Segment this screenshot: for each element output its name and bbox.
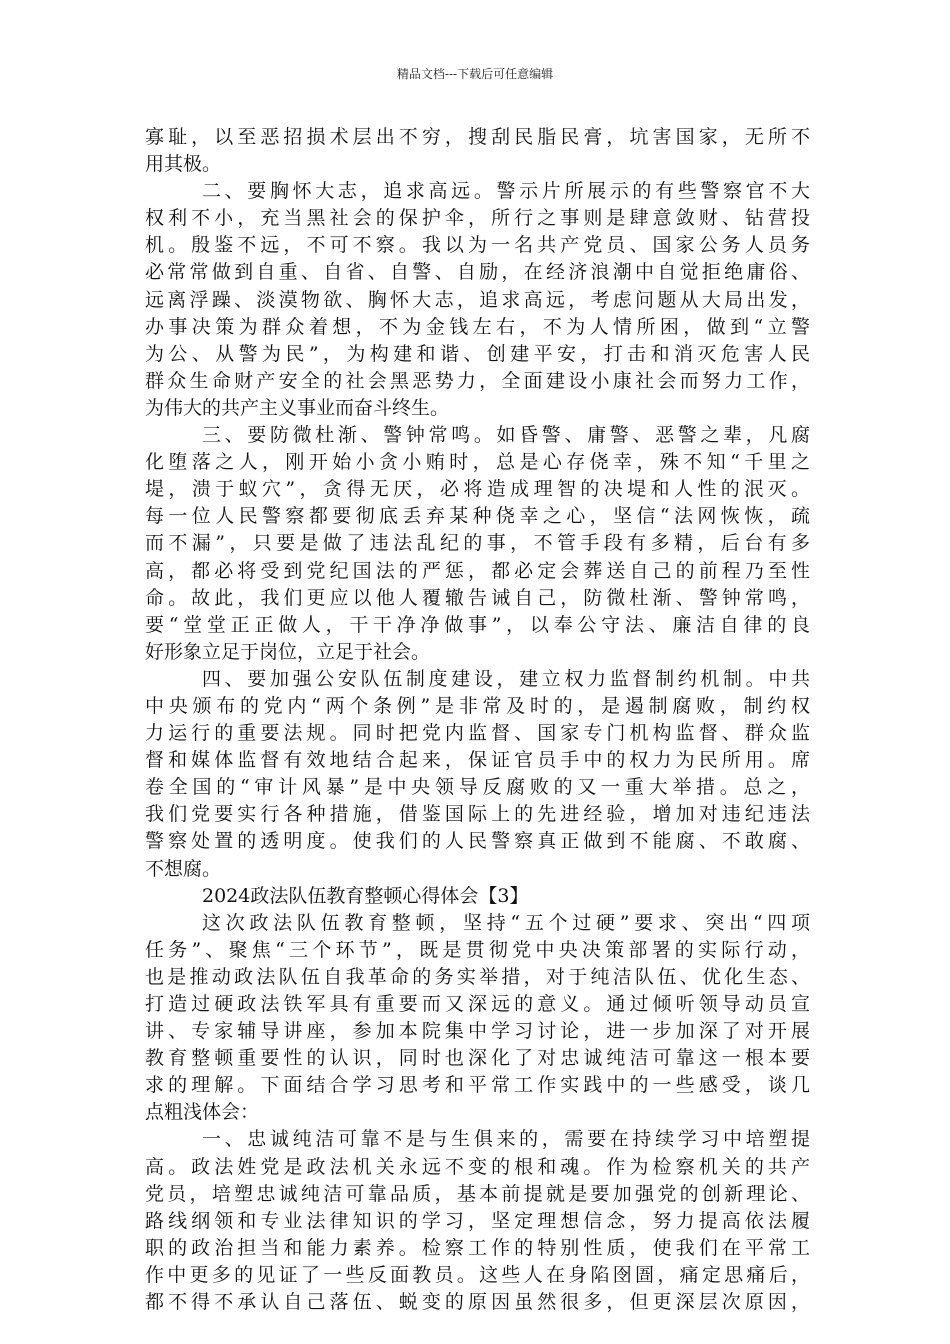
text-line: 中央颁布的党内“两个条例”是非常及时的，是遏制腐败，制约权 <box>145 694 810 717</box>
text-line: 要“堂堂正正做人，干干净净做事”，以奉公守法、廉洁自律的良 <box>145 613 810 636</box>
text-line: 讲、专家辅导讲座，参加本院集中学习讨论，进一步加深了对开展 <box>145 1020 810 1043</box>
text-line: 不想腐。 <box>145 857 222 880</box>
text-line: 高，都必将受到党纪国法的严惩，都必定会葬送自己的前程乃至性 <box>145 559 810 582</box>
text-line: 每一位人民警察都要彻底丢弃某种侥幸之心，坚信“法网恢恢，疏 <box>145 505 810 528</box>
text-line: 一、忠诚纯洁可靠不是与生俱来的，需要在持续学习中培塑提 <box>202 1128 810 1151</box>
document-body <box>145 124 810 1316</box>
text-line: 都不得不承认自己落伍、蜕变的原因虽然很多，但更深层次原因， <box>145 1291 810 1314</box>
text-line: 二、要胸怀大志，追求高远。警示片所展示的有些警察官不大 <box>202 180 810 203</box>
text-line: 三、要防微杜渐、警钟常鸣。如昏警、庸警、恶警之辈，凡腐 <box>202 424 810 447</box>
text-line: 我们党要实行各种措施，借鉴国际上的先进经验，增加对违纪违法 <box>145 803 810 826</box>
text-line: 四、要加强公安队伍制度建设，建立权力监督制约机制。中共 <box>202 667 810 690</box>
text-line: 化堕落之人，刚开始小贪小贿时，总是心存侥幸，殊不知“千里之 <box>145 451 810 474</box>
text-line: 求的理解。下面结合学习思考和平常工作实践中的一些感受，谈几 <box>145 1074 810 1097</box>
text-line: 路线纲领和专业法律知识的学习，坚定理想信念，努力提高依法履 <box>145 1209 810 1232</box>
text-line: 而不漏”，只要是做了违法乱纪的事，不管手段有多精，后台有多 <box>145 532 810 555</box>
text-line: 力运行的重要法规。同时把党内监督、国家专门机构监督、群众监 <box>145 722 810 745</box>
page-header: 精品文档---下载后可任意编辑 <box>396 67 554 81</box>
text-line: 为公、从警为民”，为构建和谐、创建平安，打击和消灭危害人民 <box>145 342 810 365</box>
text-line: 寡耻，以至恶招损术层出不穷，搜刮民脂民膏，坑害国家，无所不 <box>145 126 810 148</box>
text-line: 机。殷鉴不远，不可不察。我以为一名共产党员、国家公务人员务 <box>145 234 810 257</box>
text-line: 权利不小，充当黑社会的保护伞，所行之事则是肆意敛财、钻营投 <box>145 207 810 230</box>
text-line: 远离浮躁、淡漠物欲、胸怀大志，追求高远，考虑问题从大局出发， <box>145 288 810 311</box>
text-line: 卷全国的“审计风暴”是中央领导反腐败的又一重大举措。总之， <box>145 776 810 799</box>
text-line: 用其极。 <box>145 153 222 176</box>
text-line: 办事决策为群众着想，不为金钱左右，不为人情所困，做到“立警 <box>145 315 810 338</box>
text-line: 必常常做到自重、自省、自警、自励，在经济浪潮中自觉拒绝庸俗、 <box>145 261 810 284</box>
text-line: 也是推动政法队伍自我革命的务实举措，对于纯洁队伍、优化生态、 <box>145 965 810 988</box>
text-line: 职的政治担当和能力素养。检察工作的特别性质，使我们在平常工 <box>145 1236 810 1259</box>
text-line: 点粗浅体会： <box>145 1101 260 1124</box>
text-line: 堤，溃于蚁穴”，贪得无厌，必将造成理智的决堤和人性的泯灭。 <box>145 478 810 501</box>
text-line: 教育整顿重要性的认识，同时也深化了对忠诚纯洁可靠这一根本要 <box>145 1047 810 1070</box>
text-line: 作中更多的见证了一些反面教员。这些人在身陷囹圄，痛定思痛后， <box>145 1263 810 1286</box>
text-line: 2024政法队伍教育整顿心得体会【3】 <box>202 884 529 907</box>
text-line: 高。政法姓党是政法机关永远不变的根和魂。作为检察机关的共产 <box>145 1155 810 1178</box>
text-line: 为伟大的共产主义事业而奋斗终生。 <box>145 396 450 419</box>
text-line: 督和媒体监督有效地结合起来，保证官员手中的权力为民所用。席 <box>145 749 810 772</box>
text-line: 党员，培塑忠诚纯洁可靠品质，基本前提就是要加强党的创新理论、 <box>145 1182 810 1205</box>
text-line: 警察处置的透明度。使我们的人民警察真正做到不能腐、不敢腐、 <box>145 830 810 853</box>
text-line: 命。故此，我们更应以他人覆辙告诫自己，防微杜渐、警钟常鸣， <box>145 586 810 609</box>
text-line: 打造过硬政法铁军具有重要而又深远的意义。通过倾听领导动员宣 <box>145 993 810 1015</box>
text-line: 好形象立足于岗位，立足于社会。 <box>145 640 431 663</box>
text-line: 群众生命财产安全的社会黑恶势力，全面建设小康社会而努力工作， <box>145 369 810 392</box>
text-line: 这次政法队伍教育整顿，坚持“五个过硬”要求、突出“四项 <box>202 911 810 934</box>
text-line: 任务”、聚焦“三个环节”，既是贯彻党中央决策部署的实际行动， <box>145 938 810 961</box>
